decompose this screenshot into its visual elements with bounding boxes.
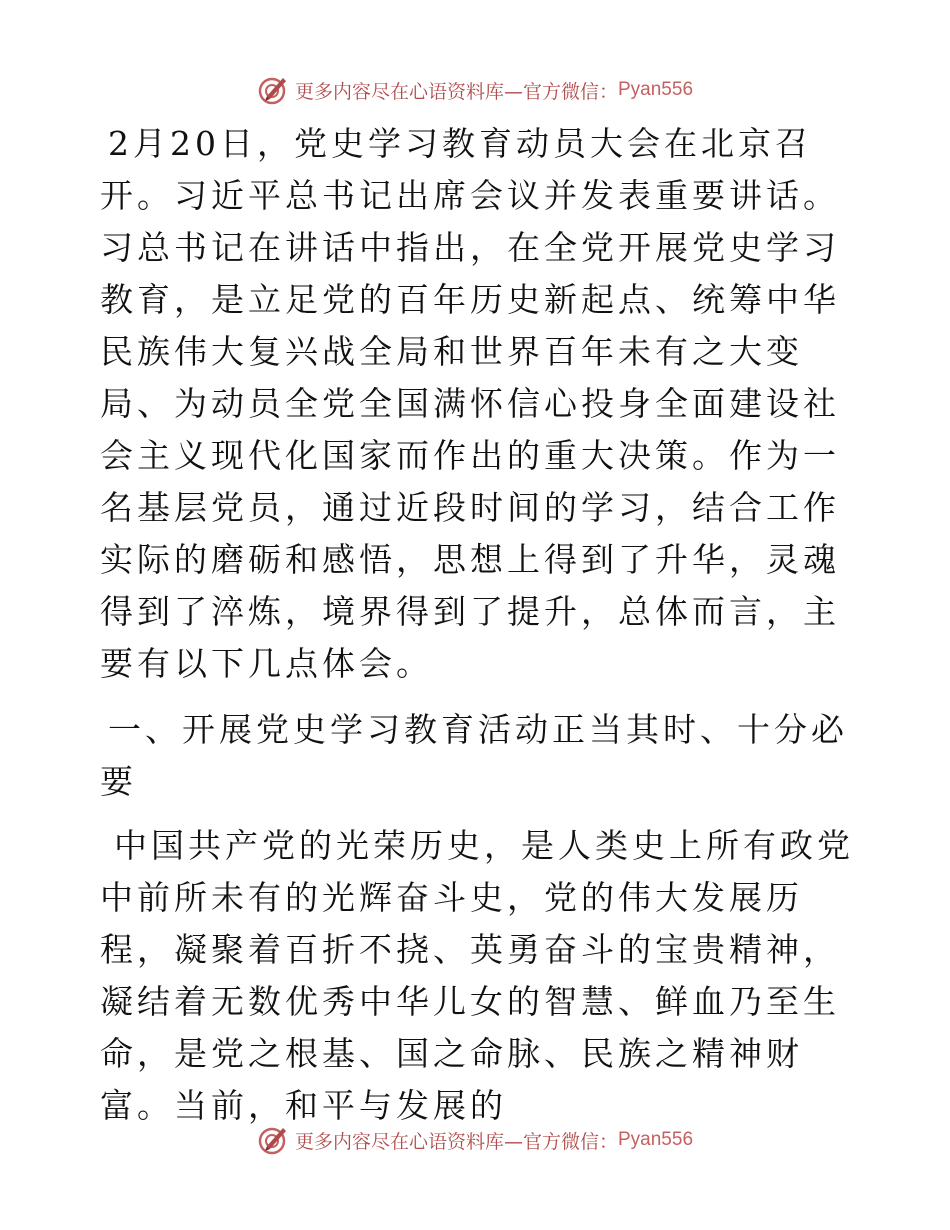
header-watermark-banner [0, 70, 950, 110]
logo-icon [257, 1124, 289, 1156]
banner-wechat-id: Pyan556 [618, 1129, 694, 1150]
section-heading: 一、开展党史学习教育活动正当其时、十分必要 [100, 710, 848, 801]
body-paragraph: 中国共产党的光荣历史，是人类史上所有政党中前所未有的光辉奋斗史，党的伟大发展历程，凝聚着百折不挠、英勇奋斗的宝贵精神，凝结着无数优秀中华儿女的智慧、鲜血乃至生命，是党之根基、国之命脉、民族之精神财富。当前，和平与发展的 [100, 826, 854, 1125]
banner-text: 更多内容尽在心语资料库—官方微信： [294, 80, 618, 103]
banner-text: 更多内容尽在心语资料库—官方微信： [294, 1130, 618, 1153]
banner-wechat-id: Pyan556 [618, 79, 694, 100]
intro-paragraph: 2月20日，党史学习教育动员大会在北京召开。习近平总书记出席会议并发表重要讲话。习总书记在讲话中指出，在全党开展党史学习教育，是立足党的百年历史新起点、统筹中华民族伟大复兴战全局和世界百年未有之大变局、为动员全党全国满怀信心投身全面建设社会主义现代化国家而作出的重大决策。作为一名基层党员，通过近段时间的学习，结合工作实际的磨砺和感悟，思想上得到了升华，灵魂得到了淬炼，境界得到了提升，总体而言，主要有以下几点体会。 [100, 124, 840, 683]
document-body [100, 118, 860, 1132]
logo-icon [257, 74, 289, 106]
footer-watermark-banner [0, 1120, 950, 1160]
